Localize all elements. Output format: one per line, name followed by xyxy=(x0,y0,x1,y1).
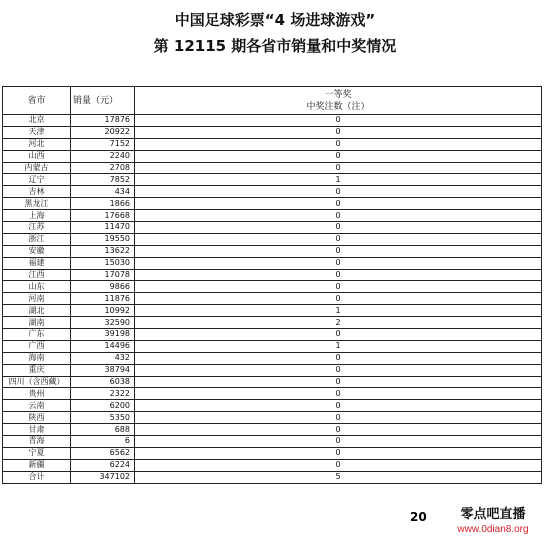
table-row xyxy=(3,388,542,400)
row-sales: 19550 xyxy=(71,233,135,245)
header-award-top: 一等奖 xyxy=(324,89,352,100)
row-sales: 32590 xyxy=(71,317,135,329)
row-province: 河南 xyxy=(3,293,71,305)
row-first-prize-winners: 0 xyxy=(135,459,542,471)
row-province: 安徽 xyxy=(3,245,71,257)
row-sales: 39198 xyxy=(71,329,135,341)
row-sales: 6200 xyxy=(71,400,135,412)
table-row xyxy=(3,459,542,471)
page-subtitle: 第 12115 期各省市销量和中奖情况 xyxy=(153,37,397,55)
row-sales: 7852 xyxy=(71,174,135,186)
table-row xyxy=(3,305,542,317)
row-sales: 688 xyxy=(71,424,135,436)
header-first-prize xyxy=(135,87,542,115)
row-first-prize-winners: 0 xyxy=(135,447,542,459)
watermark-url: www.0dian8.org xyxy=(457,524,529,535)
row-sales: 6224 xyxy=(71,459,135,471)
table-row xyxy=(3,424,542,436)
row-province: 江西 xyxy=(3,269,71,281)
row-sales: 15030 xyxy=(71,257,135,269)
row-sales: 9866 xyxy=(71,281,135,293)
row-first-prize-winners: 5 xyxy=(135,471,542,483)
row-first-prize-winners: 0 xyxy=(135,412,542,424)
row-sales: 17876 xyxy=(71,115,135,127)
row-province: 甘肃 xyxy=(3,424,71,436)
row-first-prize-winners: 0 xyxy=(135,210,542,222)
page-title: 中国足球彩票“4 场进球游戏” xyxy=(174,11,376,29)
row-first-prize-winners: 0 xyxy=(135,162,542,174)
row-sales: 6 xyxy=(71,436,135,448)
table-row xyxy=(3,233,542,245)
row-province: 吉林 xyxy=(3,186,71,198)
row-sales: 17668 xyxy=(71,210,135,222)
row-province: 天津 xyxy=(3,126,71,138)
row-province: 合计 xyxy=(3,471,71,483)
row-province: 广东 xyxy=(3,329,71,341)
row-first-prize-winners: 0 xyxy=(135,233,542,245)
row-province: 山西 xyxy=(3,150,71,162)
row-first-prize-winners: 0 xyxy=(135,222,542,234)
row-first-prize-winners: 0 xyxy=(135,115,542,127)
table-row xyxy=(3,257,542,269)
row-province: 广西 xyxy=(3,340,71,352)
row-province: 浙江 xyxy=(3,233,71,245)
row-first-prize-winners: 1 xyxy=(135,174,542,186)
row-first-prize-winners: 0 xyxy=(135,198,542,210)
row-province: 福建 xyxy=(3,257,71,269)
row-sales: 432 xyxy=(71,352,135,364)
row-province: 湖北 xyxy=(3,305,71,317)
row-first-prize-winners: 0 xyxy=(135,400,542,412)
row-first-prize-winners: 0 xyxy=(135,329,542,341)
table-row xyxy=(3,352,542,364)
row-sales: 13622 xyxy=(71,245,135,257)
table-row xyxy=(3,447,542,459)
row-sales: 1866 xyxy=(71,198,135,210)
row-first-prize-winners: 0 xyxy=(135,352,542,364)
row-province: 贵州 xyxy=(3,388,71,400)
row-province: 黑龙江 xyxy=(3,198,71,210)
row-sales: 11470 xyxy=(71,222,135,234)
row-sales: 14496 xyxy=(71,340,135,352)
row-first-prize-winners: 0 xyxy=(135,257,542,269)
row-first-prize-winners: 0 xyxy=(135,245,542,257)
table-row xyxy=(3,317,542,329)
table-row xyxy=(3,162,542,174)
table-body xyxy=(3,115,542,484)
table-row xyxy=(3,340,542,352)
row-first-prize-winners: 0 xyxy=(135,388,542,400)
table-row xyxy=(3,138,542,150)
header-row xyxy=(3,87,542,115)
table-row xyxy=(3,376,542,388)
row-first-prize-winners: 0 xyxy=(135,281,542,293)
row-first-prize-winners: 0 xyxy=(135,436,542,448)
row-sales: 434 xyxy=(71,186,135,198)
table-row xyxy=(3,281,542,293)
row-sales: 6562 xyxy=(71,447,135,459)
row-province: 辽宁 xyxy=(3,174,71,186)
watermark-name: 零点吧直播 xyxy=(460,507,526,522)
row-province: 云南 xyxy=(3,400,71,412)
row-first-prize-winners: 0 xyxy=(135,424,542,436)
row-sales: 6038 xyxy=(71,376,135,388)
row-first-prize-winners: 0 xyxy=(135,293,542,305)
row-province: 青海 xyxy=(3,436,71,448)
row-sales: 10992 xyxy=(71,305,135,317)
row-province: 北京 xyxy=(3,115,71,127)
row-province: 江苏 xyxy=(3,222,71,234)
table-row xyxy=(3,126,542,138)
row-sales: 2708 xyxy=(71,162,135,174)
footer-date: 20 xyxy=(410,510,427,524)
row-first-prize-winners: 0 xyxy=(135,186,542,198)
watermark-logo xyxy=(440,507,546,545)
table-row xyxy=(3,471,542,483)
table-row xyxy=(3,150,542,162)
row-sales: 2240 xyxy=(71,150,135,162)
sales-table xyxy=(2,86,542,484)
row-province: 宁夏 xyxy=(3,447,71,459)
table-row xyxy=(3,210,542,222)
row-first-prize-winners: 0 xyxy=(135,150,542,162)
table-row xyxy=(3,269,542,281)
row-first-prize-winners: 0 xyxy=(135,376,542,388)
row-first-prize-winners: 1 xyxy=(135,305,542,317)
row-first-prize-winners: 0 xyxy=(135,269,542,281)
table-row xyxy=(3,329,542,341)
row-province: 海南 xyxy=(3,352,71,364)
row-sales: 5350 xyxy=(71,412,135,424)
table-row xyxy=(3,293,542,305)
table-row xyxy=(3,174,542,186)
row-province: 陕西 xyxy=(3,412,71,424)
row-province: 内蒙古 xyxy=(3,162,71,174)
row-sales: 2322 xyxy=(71,388,135,400)
row-first-prize-winners: 0 xyxy=(135,364,542,376)
table-row xyxy=(3,222,542,234)
table-row xyxy=(3,436,542,448)
table-row xyxy=(3,245,542,257)
header-award-sub: 中奖注数（注） xyxy=(306,101,370,112)
row-first-prize-winners: 0 xyxy=(135,126,542,138)
table-row xyxy=(3,198,542,210)
row-sales: 38794 xyxy=(71,364,135,376)
table-row xyxy=(3,115,542,127)
row-first-prize-winners: 0 xyxy=(135,138,542,150)
row-province: 湖南 xyxy=(3,317,71,329)
table-row xyxy=(3,412,542,424)
row-sales: 347102 xyxy=(71,471,135,483)
row-first-prize-winners: 1 xyxy=(135,340,542,352)
row-sales: 20922 xyxy=(71,126,135,138)
row-sales: 17078 xyxy=(71,269,135,281)
row-province: 河北 xyxy=(3,138,71,150)
table-row xyxy=(3,400,542,412)
row-province: 重庆 xyxy=(3,364,71,376)
header-province: 省市 xyxy=(3,87,71,115)
row-sales: 11876 xyxy=(71,293,135,305)
row-province: 上海 xyxy=(3,210,71,222)
row-first-prize-winners: 2 xyxy=(135,317,542,329)
header-sales: 销量（元） xyxy=(71,87,135,115)
table-row xyxy=(3,186,542,198)
row-province: 新疆 xyxy=(3,459,71,471)
row-province: 山东 xyxy=(3,281,71,293)
row-province: 四川（含西藏） xyxy=(3,376,71,388)
table-row xyxy=(3,364,542,376)
row-sales: 7152 xyxy=(71,138,135,150)
